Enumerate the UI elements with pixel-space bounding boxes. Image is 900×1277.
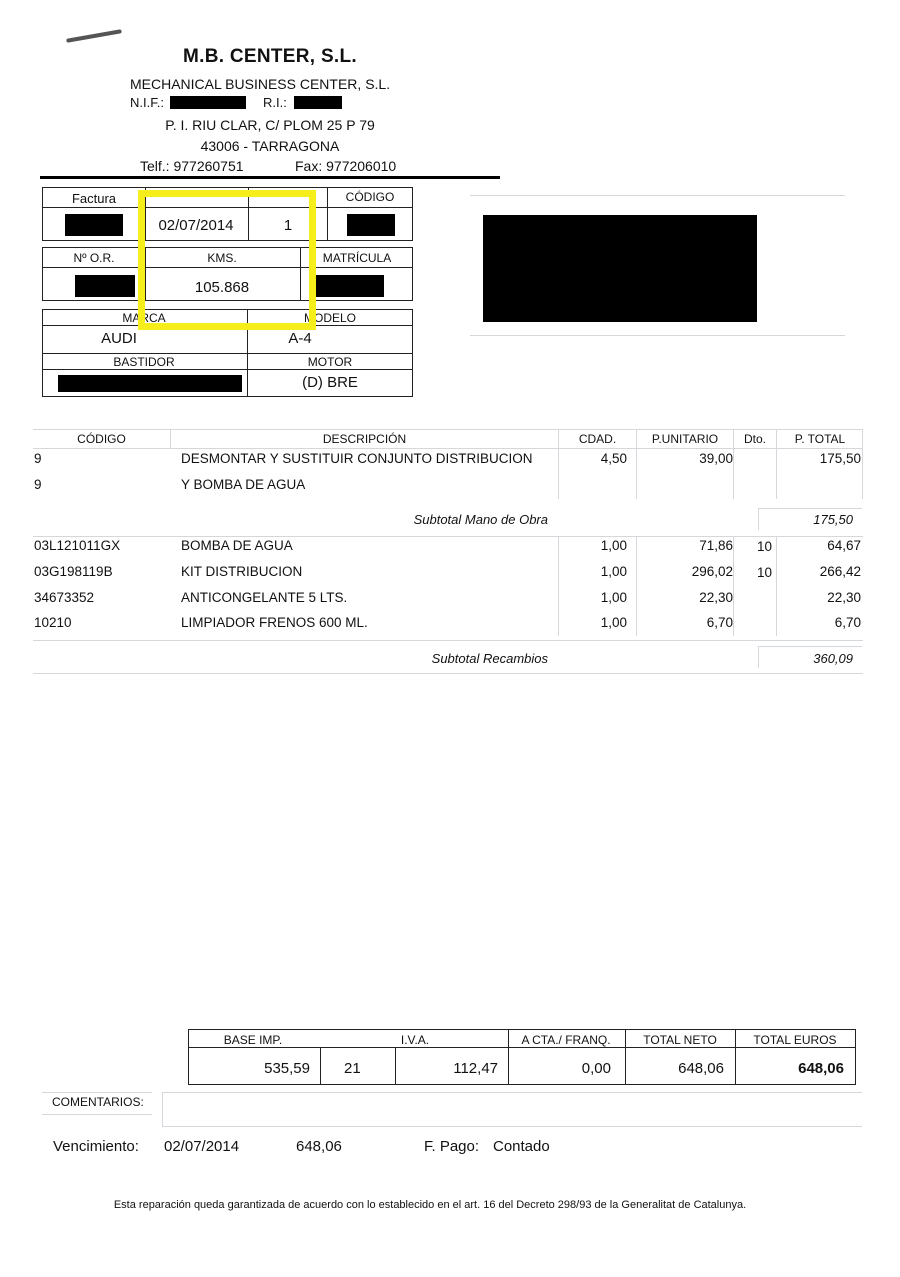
- base-value: 535,59: [264, 1060, 310, 1077]
- ri-label: R.I.:: [263, 95, 287, 110]
- comentarios-label: COMENTARIOS:: [52, 1095, 144, 1109]
- pago-value: Contado: [493, 1138, 550, 1155]
- pago-label: F. Pago:: [424, 1138, 480, 1155]
- col-header-ptotal: P. TOTAL: [794, 432, 846, 446]
- invoice-date: 02/07/2014: [158, 217, 234, 234]
- pen-mark: [66, 29, 122, 43]
- company-phone: Telf.: 977260751: [140, 158, 244, 174]
- header-rule: [40, 176, 500, 179]
- redacted-ri: [294, 96, 342, 109]
- motor-value: (D) BRE: [302, 374, 358, 391]
- marca-label: MARCA: [122, 311, 166, 325]
- company-city: 43006 - TARRAGONA: [200, 138, 340, 154]
- col-header-dto: Dto.: [743, 432, 766, 446]
- base-label: BASE IMP.: [223, 1033, 283, 1047]
- redacted-plate: [314, 275, 384, 297]
- vencimiento-amount: 648,06: [296, 1138, 342, 1155]
- nif-label: N.I.F.:: [130, 95, 164, 110]
- euros-value: 648,06: [798, 1060, 844, 1077]
- col-header-punitario: P.UNITARIO: [651, 432, 719, 446]
- subtotal-labour-value: 175,50: [813, 512, 853, 527]
- redacted-or-number: [75, 275, 135, 297]
- subtotal-parts-label: Subtotal Recambios: [431, 651, 548, 666]
- modelo-label: MODELO: [303, 311, 356, 325]
- motor-label: MOTOR: [307, 355, 353, 369]
- invoice-page: 1: [283, 217, 293, 234]
- acta-label: A CTA./ FRANQ.: [521, 1033, 611, 1047]
- acta-value: 0,00: [581, 1060, 611, 1077]
- neto-value: 648,06: [678, 1060, 724, 1077]
- subtotal-labour-label: Subtotal Mano de Obra: [413, 512, 548, 527]
- factura-label: Factura: [71, 191, 117, 206]
- redacted-nif: [170, 96, 246, 109]
- redacted-invoice-number: [65, 214, 123, 236]
- iva-value: 112,47: [453, 1060, 498, 1077]
- modelo-value: A-4: [288, 330, 312, 347]
- redacted-vin: [58, 375, 242, 392]
- iva-pct: 21: [344, 1060, 361, 1077]
- kms-label: KMS.: [207, 251, 237, 265]
- col-header-codigo: CÓDIGO: [77, 432, 126, 446]
- marca-value: AUDI: [101, 330, 137, 347]
- company-full-name: MECHANICAL BUSINESS CENTER, S.L.: [130, 76, 391, 92]
- company-fax: Fax: 977206010: [295, 158, 397, 174]
- bastidor-label: BASTIDOR: [113, 355, 175, 369]
- redacted-customer-address: [483, 215, 757, 322]
- codigo-label: CÓDIGO: [345, 190, 395, 204]
- subtotal-parts-value: 360,09: [813, 651, 853, 666]
- iva-label: I.V.A.: [400, 1033, 430, 1047]
- kms-value: 105.868: [194, 279, 250, 296]
- highlight-box: [138, 190, 316, 330]
- vencimiento-date: 02/07/2014: [164, 1138, 240, 1155]
- col-header-descripcion: DESCRIPCIÓN: [322, 432, 407, 446]
- company-name: M.B. CENTER, S.L.: [183, 46, 357, 67]
- col-header-cdad: CDAD.: [578, 432, 617, 446]
- or-label: Nº O.R.: [73, 251, 115, 265]
- guarantee-note: Esta reparación queda garantizada de acuerdo con lo establecido en el art. 16 del Decreto 298/93 de la Generalitat de Catalunya.: [113, 1199, 747, 1211]
- neto-label: TOTAL NETO: [643, 1033, 717, 1047]
- euros-label: TOTAL EUROS: [753, 1033, 837, 1047]
- redacted-client-code: [347, 214, 395, 236]
- company-address: P. I. RIU CLAR, C/ PLOM 25 P 79: [165, 117, 375, 133]
- matricula-label: MATRÍCULA: [322, 251, 392, 265]
- vencimiento-label: Vencimiento:: [53, 1138, 139, 1155]
